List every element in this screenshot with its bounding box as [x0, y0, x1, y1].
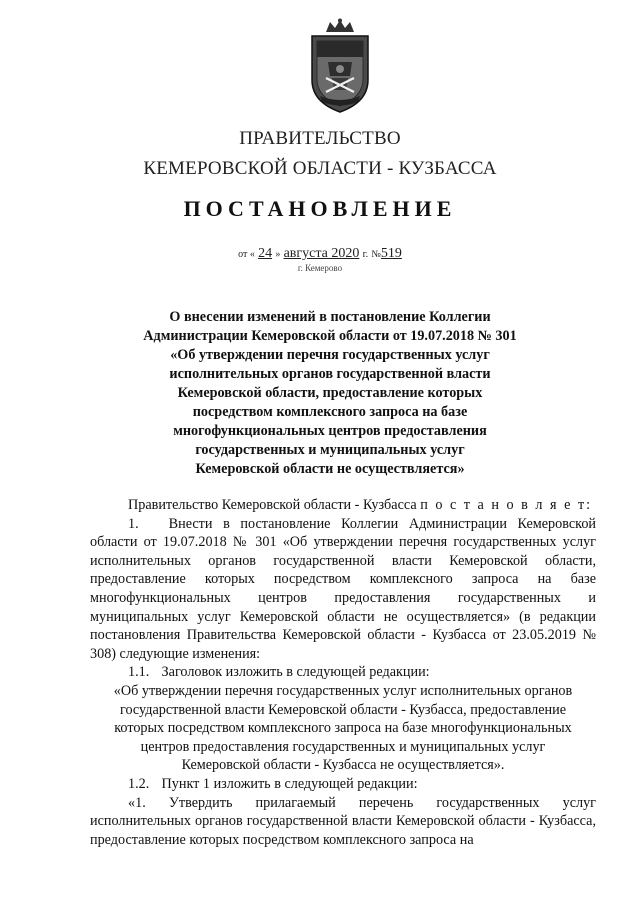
intro-paragraph [90, 496, 596, 515]
paragraph-new-1: «1. Утвердить прилагаемый перечень государственных услуг исполнительных органов государственной власти Кемеровской области - Кузбасса, предоставление которых посредством комплексного запроса на [90, 794, 596, 848]
intro-spaced: п о с т а н о в л я е т: [420, 497, 593, 513]
title-line: Кемеровской области, предоставление которых [177, 385, 483, 401]
paragraph-1-1 [90, 663, 596, 682]
title-line: многофункциональных центров предоставления [173, 423, 487, 439]
coat-of-arms-icon [306, 18, 374, 114]
year-suffix: г. [362, 249, 369, 260]
document-type: ПОСТАНОВЛЕНИЕ [183, 196, 457, 221]
title-line: Администрации Кемеровской области от 19.07.2018 № 301 [143, 328, 517, 344]
document-number: 519 [380, 246, 402, 261]
paragraph-number: 1.2. [128, 775, 150, 792]
title-line: О внесении изменений в постановление Коллегии [169, 309, 491, 325]
date-month-year: августа 2020 [283, 246, 360, 261]
quote-line: Кемеровской области - Кузбасса не осуществляется». [181, 757, 505, 774]
title-line: Кемеровской области не осуществляется» [195, 461, 465, 477]
document-title [120, 308, 540, 479]
paragraph-text: Заголовок изложить в следующей редакции: [161, 664, 430, 681]
date-line [0, 245, 640, 262]
quote-line: которых посредством комплексного запроса на базе многофункциональных [114, 720, 572, 737]
quote-line: «Об утверждении перечня государственных услуг исполнительных органов [113, 682, 573, 699]
intro-text: Правительство Кемеровской области - Кузбасса [128, 497, 417, 513]
org-name-line1: ПРАВИТЕЛЬСТВО [239, 128, 401, 149]
city: г. Кемерово [297, 263, 343, 273]
quote-line: государственной власти Кемеровской области - Кузбасса, предоставление [120, 701, 566, 718]
date-day: 24 [258, 246, 273, 261]
date-mid: » [275, 249, 281, 260]
paragraph-number: 1.1. [128, 664, 150, 681]
title-line: посредством комплексного запроса на базе [192, 404, 468, 420]
title-line: государственных и муниципальных услуг [195, 442, 465, 458]
title-line: «Об утверждении перечня государственных услуг [170, 347, 490, 363]
paragraph-1-2 [90, 775, 596, 794]
paragraph-number: 1. [128, 515, 139, 532]
title-line: исполнительных органов государственной власти [169, 366, 491, 382]
quote-line: центров предоставления государственных и муниципальных услуг [140, 738, 546, 755]
date-prefix: от « [238, 249, 255, 260]
number-prefix: № [371, 249, 381, 260]
paragraph-text: Пункт 1 изложить в следующей редакции: [161, 775, 418, 792]
document-body [90, 496, 596, 849]
paragraph-1 [90, 515, 596, 664]
org-name-line2: КЕМЕРОВСКОЙ ОБЛАСТИ - КУЗБАССА [143, 158, 497, 179]
paragraph-text: Внести в постановление Коллегии Администрации Кемеровской области от 19.07.2018 № 301 «Об утверждении перечня государственных услуг исполнительных органов государственной власти Кемеровской области, предоставление которых посредством комплексного запроса на базе многофункциональных центров предоставления государственных и муниципальных услуг Кемеровской области не осуществляется» (в редакции постановления Правительства Кемеровской области - Кузбасса от 23.05.2019 № 308) следующие изменения: [90, 515, 596, 662]
